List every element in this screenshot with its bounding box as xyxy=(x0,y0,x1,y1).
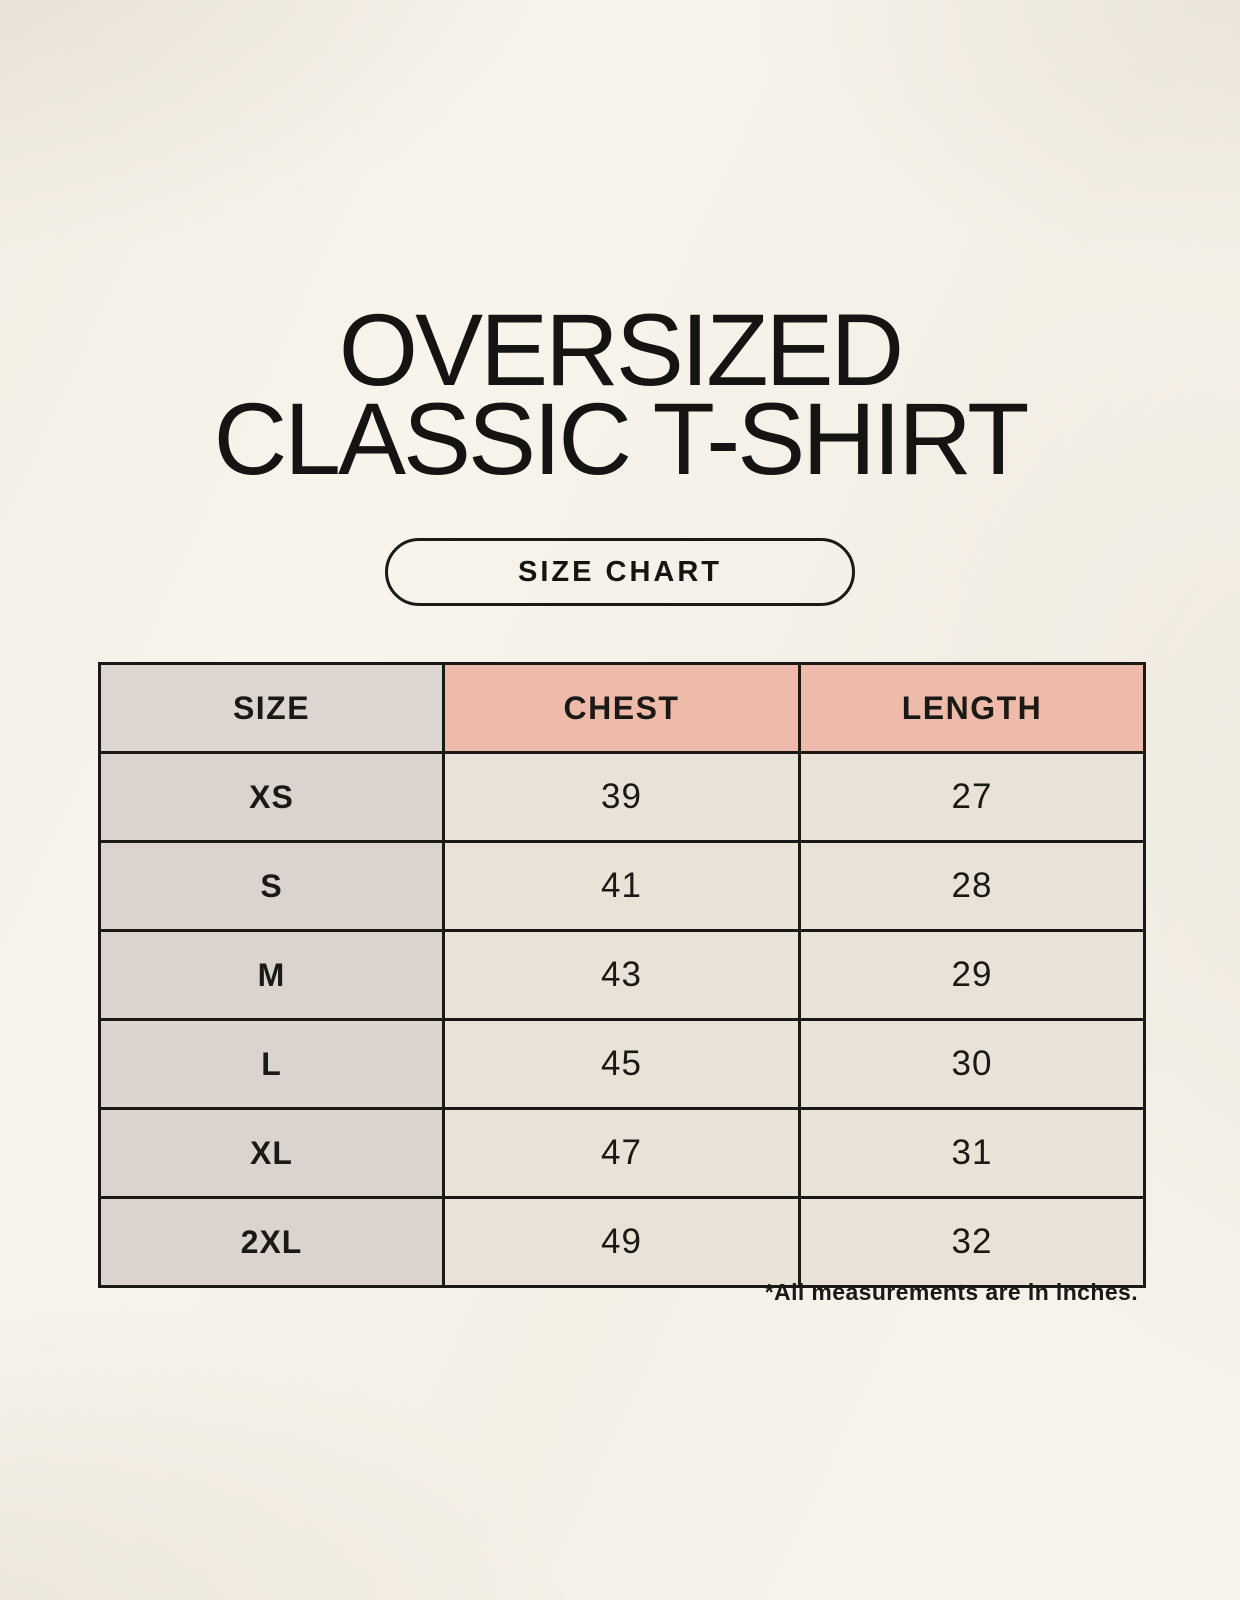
table-row-m xyxy=(100,931,1145,1020)
length-value-cell: 31 xyxy=(800,1109,1145,1198)
size-column-header: SIZE xyxy=(100,664,444,753)
size-chart-table xyxy=(98,662,1146,1288)
size-cell: XL xyxy=(100,1109,444,1198)
chest-value-cell: 39 xyxy=(444,753,800,842)
length-value-cell: 29 xyxy=(800,931,1145,1020)
chest-value-cell: 43 xyxy=(444,931,800,1020)
length-value-cell: 28 xyxy=(800,842,1145,931)
chest-value-cell: 45 xyxy=(444,1020,800,1109)
length-column-header: LENGTH xyxy=(800,664,1145,753)
table-row-xs xyxy=(100,753,1145,842)
header-row xyxy=(100,664,1145,753)
title-line-2: CLASSIC T-SHIRT xyxy=(213,382,1027,496)
size-cell: XS xyxy=(100,753,444,842)
table-row-xl xyxy=(100,1109,1145,1198)
chest-value-cell: 41 xyxy=(444,842,800,931)
table-row-2xl xyxy=(100,1198,1145,1287)
size-cell: S xyxy=(100,842,444,931)
size-cell: M xyxy=(100,931,444,1020)
title-line-1: OVERSIZED xyxy=(338,293,902,407)
size-cell: 2XL xyxy=(100,1198,444,1287)
length-value-cell: 32 xyxy=(800,1198,1145,1287)
table-row-l xyxy=(100,1020,1145,1109)
length-value-cell: 27 xyxy=(800,753,1145,842)
size-chart-button[interactable] xyxy=(385,538,855,606)
length-value-cell: 30 xyxy=(800,1020,1145,1109)
size-cell: L xyxy=(100,1020,444,1109)
size-chart-button-label: SIZE CHART xyxy=(518,555,722,588)
table-row-s xyxy=(100,842,1145,931)
measurements-footnote: *All measurements are in inches. xyxy=(764,1279,1138,1305)
chest-column-header: CHEST xyxy=(444,664,800,753)
page-title xyxy=(0,293,1240,496)
chest-value-cell: 47 xyxy=(444,1109,800,1198)
chest-value-cell: 49 xyxy=(444,1198,800,1287)
